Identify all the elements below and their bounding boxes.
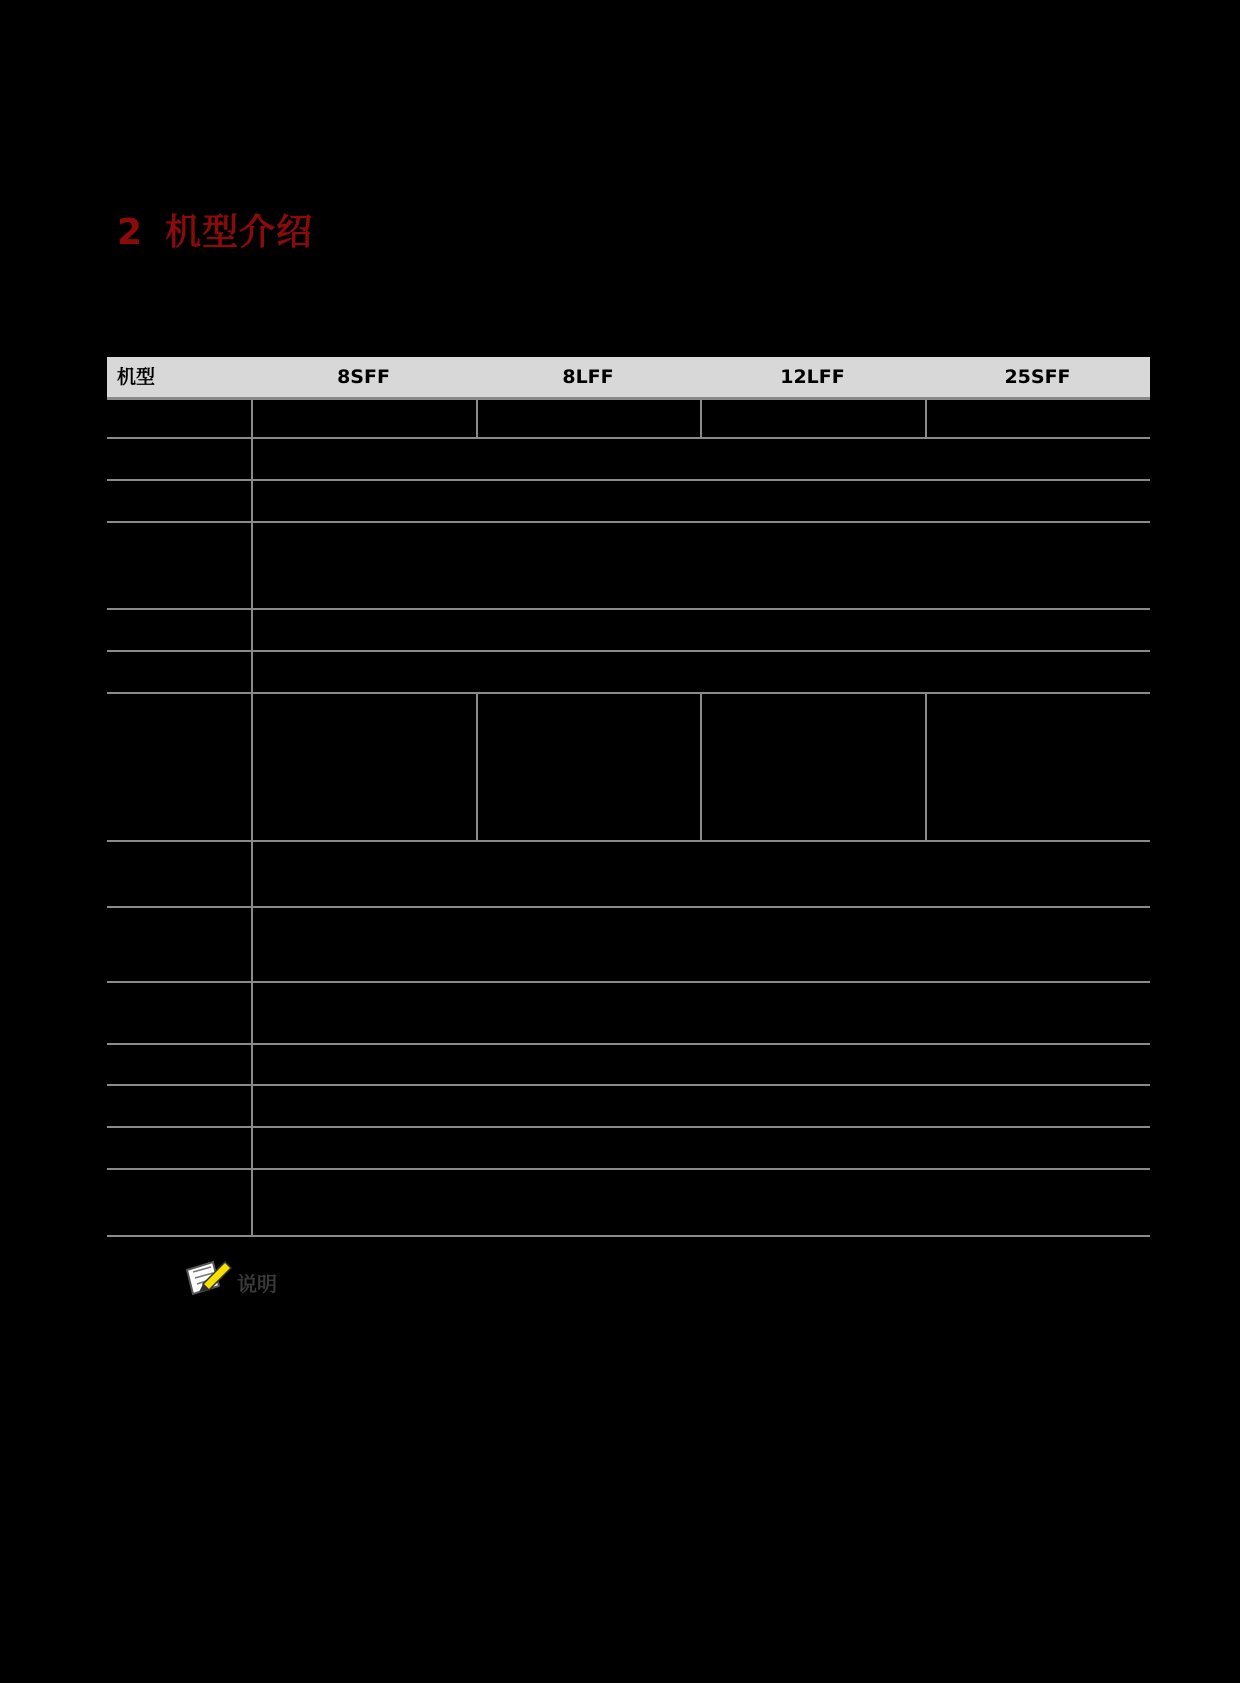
- column-divider: [251, 523, 253, 608]
- table-row: [107, 481, 1150, 523]
- column-divider: [251, 1170, 253, 1235]
- column-divider: [251, 610, 253, 650]
- column-divider: [700, 397, 702, 437]
- section-heading: [117, 204, 313, 255]
- column-divider: [251, 481, 253, 521]
- column-divider: [251, 1128, 253, 1168]
- note-label: 说明: [237, 1272, 277, 1296]
- note-block: [185, 1256, 277, 1300]
- table-row: [107, 397, 1150, 439]
- column-divider: [925, 694, 927, 840]
- header-cell-8lff: 8LFF: [562, 366, 614, 388]
- column-divider: [700, 694, 702, 840]
- table-header: [107, 357, 1150, 400]
- column-divider: [251, 397, 253, 437]
- table-row: [107, 1045, 1150, 1086]
- note-pencil-icon: [185, 1256, 233, 1296]
- section-title: 机型介绍: [165, 212, 314, 253]
- table-row: [107, 523, 1150, 610]
- table-row: [107, 1086, 1150, 1128]
- column-divider: [251, 983, 253, 1043]
- column-divider: [251, 1086, 253, 1126]
- column-divider: [251, 439, 253, 479]
- header-cell-12lff: 12LFF: [780, 366, 845, 388]
- model-table: [107, 357, 1150, 400]
- table-row: [107, 983, 1150, 1045]
- column-divider: [251, 908, 253, 981]
- header-cell-8sff: 8SFF: [337, 366, 390, 388]
- column-divider: [251, 842, 253, 906]
- column-divider: [251, 694, 253, 840]
- table-row: [107, 1170, 1150, 1237]
- table-row: [107, 694, 1150, 842]
- column-divider: [476, 397, 478, 437]
- table-row: [107, 439, 1150, 481]
- column-divider: [925, 397, 927, 437]
- table-row: [107, 652, 1150, 694]
- section-number: 2: [117, 212, 144, 253]
- header-cell-model: 机型: [117, 366, 156, 388]
- column-divider: [476, 694, 478, 840]
- table-row: [107, 1128, 1150, 1170]
- table-row: [107, 842, 1150, 908]
- column-divider: [251, 1045, 253, 1084]
- table-row: [107, 610, 1150, 652]
- header-cell-25sff: 25SFF: [1004, 366, 1071, 388]
- table-row: [107, 908, 1150, 983]
- column-divider: [251, 652, 253, 692]
